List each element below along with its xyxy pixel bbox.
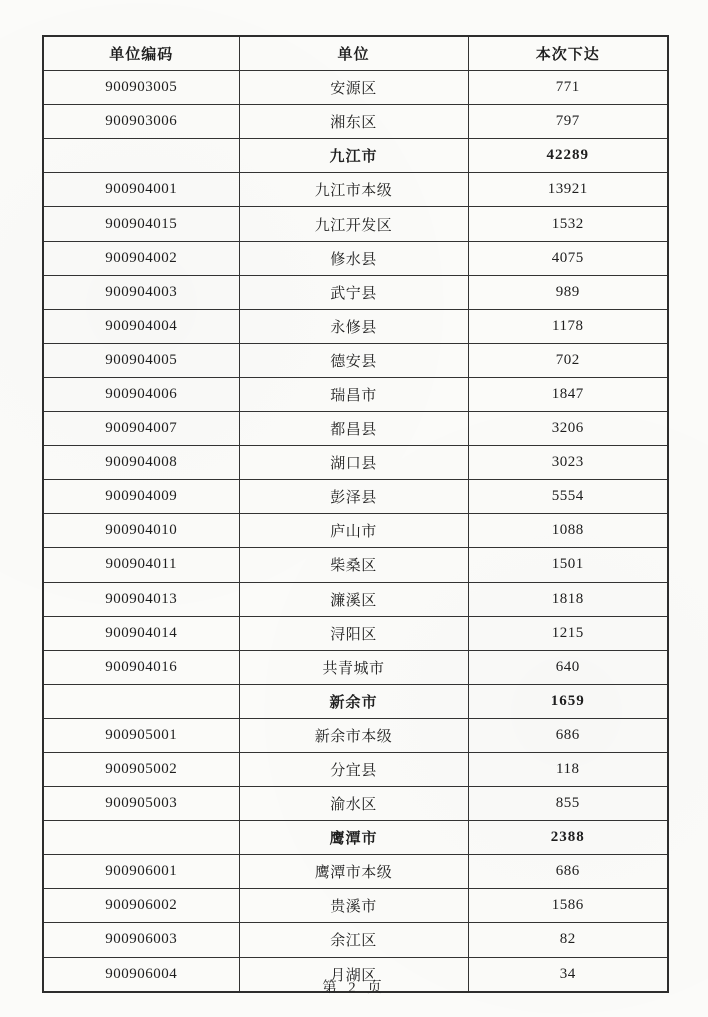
cell-unit-name: 瑞昌市 — [239, 377, 468, 411]
cell-unit-code: 900904002 — [43, 241, 239, 275]
table-row — [43, 616, 668, 650]
cell-unit-code: 900904014 — [43, 616, 239, 650]
table-header-row — [43, 36, 668, 71]
table-body — [43, 71, 668, 992]
cell-unit-name: 鹰潭市本级 — [239, 855, 468, 889]
cell-unit-code: 900906004 — [43, 957, 239, 992]
cell-unit-code: 900903006 — [43, 105, 239, 139]
cell-unit-code: 900906001 — [43, 855, 239, 889]
cell-amount-value: 640 — [468, 650, 668, 684]
cell-amount-value: 1088 — [468, 514, 668, 548]
table-row — [43, 71, 668, 105]
table-row — [43, 480, 668, 514]
cell-amount-value: 771 — [468, 71, 668, 105]
cell-unit-code: 900904005 — [43, 343, 239, 377]
cell-unit-code: 900904003 — [43, 275, 239, 309]
cell-unit-name: 武宁县 — [239, 275, 468, 309]
cell-unit-code — [43, 821, 239, 855]
cell-unit-code: 900905002 — [43, 752, 239, 786]
cell-amount-value: 42289 — [468, 139, 668, 173]
cell-unit-code: 900904008 — [43, 446, 239, 480]
cell-amount-value: 1215 — [468, 616, 668, 650]
cell-unit-name: 渝水区 — [239, 787, 468, 821]
header-unit: 单位 — [239, 36, 468, 71]
cell-unit-name: 德安县 — [239, 343, 468, 377]
table-row — [43, 821, 668, 855]
page-number: 第 2 页 — [322, 980, 386, 996]
cell-amount-value: 1659 — [468, 684, 668, 718]
cell-amount-value: 1818 — [468, 582, 668, 616]
cell-amount-value: 4075 — [468, 241, 668, 275]
table-row — [43, 377, 668, 411]
cell-unit-code — [43, 139, 239, 173]
cell-unit-name: 湘东区 — [239, 105, 468, 139]
header-unit-code: 单位编码 — [43, 36, 239, 71]
cell-unit-name: 永修县 — [239, 309, 468, 343]
cell-amount-value: 855 — [468, 787, 668, 821]
cell-unit-name: 彭泽县 — [239, 480, 468, 514]
cell-amount-value: 1532 — [468, 207, 668, 241]
cell-amount-value: 1847 — [468, 377, 668, 411]
cell-unit-code: 900904016 — [43, 650, 239, 684]
table-row — [43, 787, 668, 821]
table-row — [43, 752, 668, 786]
cell-amount-value: 3206 — [468, 412, 668, 446]
table-row — [43, 889, 668, 923]
cell-amount-value: 1586 — [468, 889, 668, 923]
cell-amount-value: 1501 — [468, 548, 668, 582]
table-row — [43, 275, 668, 309]
cell-unit-name: 修水县 — [239, 241, 468, 275]
table-row — [43, 241, 668, 275]
cell-unit-code — [43, 684, 239, 718]
cell-unit-name: 九江市本级 — [239, 173, 468, 207]
cell-amount-value: 1178 — [468, 309, 668, 343]
cell-unit-code: 900905001 — [43, 718, 239, 752]
table-row — [43, 548, 668, 582]
cell-amount-value: 3023 — [468, 446, 668, 480]
cell-unit-code: 900903005 — [43, 71, 239, 105]
cell-unit-name: 分宜县 — [239, 752, 468, 786]
cell-amount-value: 989 — [468, 275, 668, 309]
cell-unit-name: 余江区 — [239, 923, 468, 957]
cell-amount-value: 82 — [468, 923, 668, 957]
cell-unit-name: 新余市 — [239, 684, 468, 718]
cell-unit-code: 900904013 — [43, 582, 239, 616]
cell-unit-code: 900904007 — [43, 412, 239, 446]
cell-unit-name: 鹰潭市 — [239, 821, 468, 855]
cell-unit-code: 900904006 — [43, 377, 239, 411]
cell-unit-code: 900904011 — [43, 548, 239, 582]
cell-unit-code: 900904009 — [43, 480, 239, 514]
cell-unit-name: 贵溪市 — [239, 889, 468, 923]
cell-unit-name: 庐山市 — [239, 514, 468, 548]
table-row — [43, 139, 668, 173]
table-row — [43, 684, 668, 718]
table-row — [43, 923, 668, 957]
cell-unit-name: 九江市 — [239, 139, 468, 173]
cell-unit-name: 柴桑区 — [239, 548, 468, 582]
table-row — [43, 446, 668, 480]
table-row — [43, 718, 668, 752]
cell-unit-code: 900904004 — [43, 309, 239, 343]
cell-unit-name: 月湖区 — [239, 957, 468, 992]
table-row — [43, 582, 668, 616]
cell-unit-code: 900904010 — [43, 514, 239, 548]
allocation-table — [42, 35, 669, 993]
cell-unit-name: 共青城市 — [239, 650, 468, 684]
cell-amount-value: 2388 — [468, 821, 668, 855]
table-row — [43, 855, 668, 889]
table-row — [43, 173, 668, 207]
table-row — [43, 309, 668, 343]
cell-unit-name: 浔阳区 — [239, 616, 468, 650]
cell-unit-code: 900904001 — [43, 173, 239, 207]
table-row — [43, 343, 668, 377]
table-row — [43, 412, 668, 446]
cell-unit-code: 900906002 — [43, 889, 239, 923]
table-row — [43, 105, 668, 139]
cell-amount-value: 702 — [468, 343, 668, 377]
cell-amount-value: 5554 — [468, 480, 668, 514]
header-amount: 本次下达 — [468, 36, 668, 71]
table-row — [43, 650, 668, 684]
cell-unit-name: 九江开发区 — [239, 207, 468, 241]
cell-amount-value: 34 — [468, 957, 668, 992]
cell-amount-value: 686 — [468, 718, 668, 752]
cell-unit-code: 900906003 — [43, 923, 239, 957]
cell-unit-name: 新余市本级 — [239, 718, 468, 752]
table-row — [43, 514, 668, 548]
cell-unit-code: 900904015 — [43, 207, 239, 241]
cell-unit-name: 湖口县 — [239, 446, 468, 480]
cell-amount-value: 797 — [468, 105, 668, 139]
cell-unit-name: 都昌县 — [239, 412, 468, 446]
cell-unit-name: 濂溪区 — [239, 582, 468, 616]
table-header — [43, 36, 668, 71]
cell-unit-code: 900905003 — [43, 787, 239, 821]
cell-amount-value: 13921 — [468, 173, 668, 207]
cell-amount-value: 118 — [468, 752, 668, 786]
table-row — [43, 207, 668, 241]
cell-amount-value: 686 — [468, 855, 668, 889]
cell-unit-name: 安源区 — [239, 71, 468, 105]
